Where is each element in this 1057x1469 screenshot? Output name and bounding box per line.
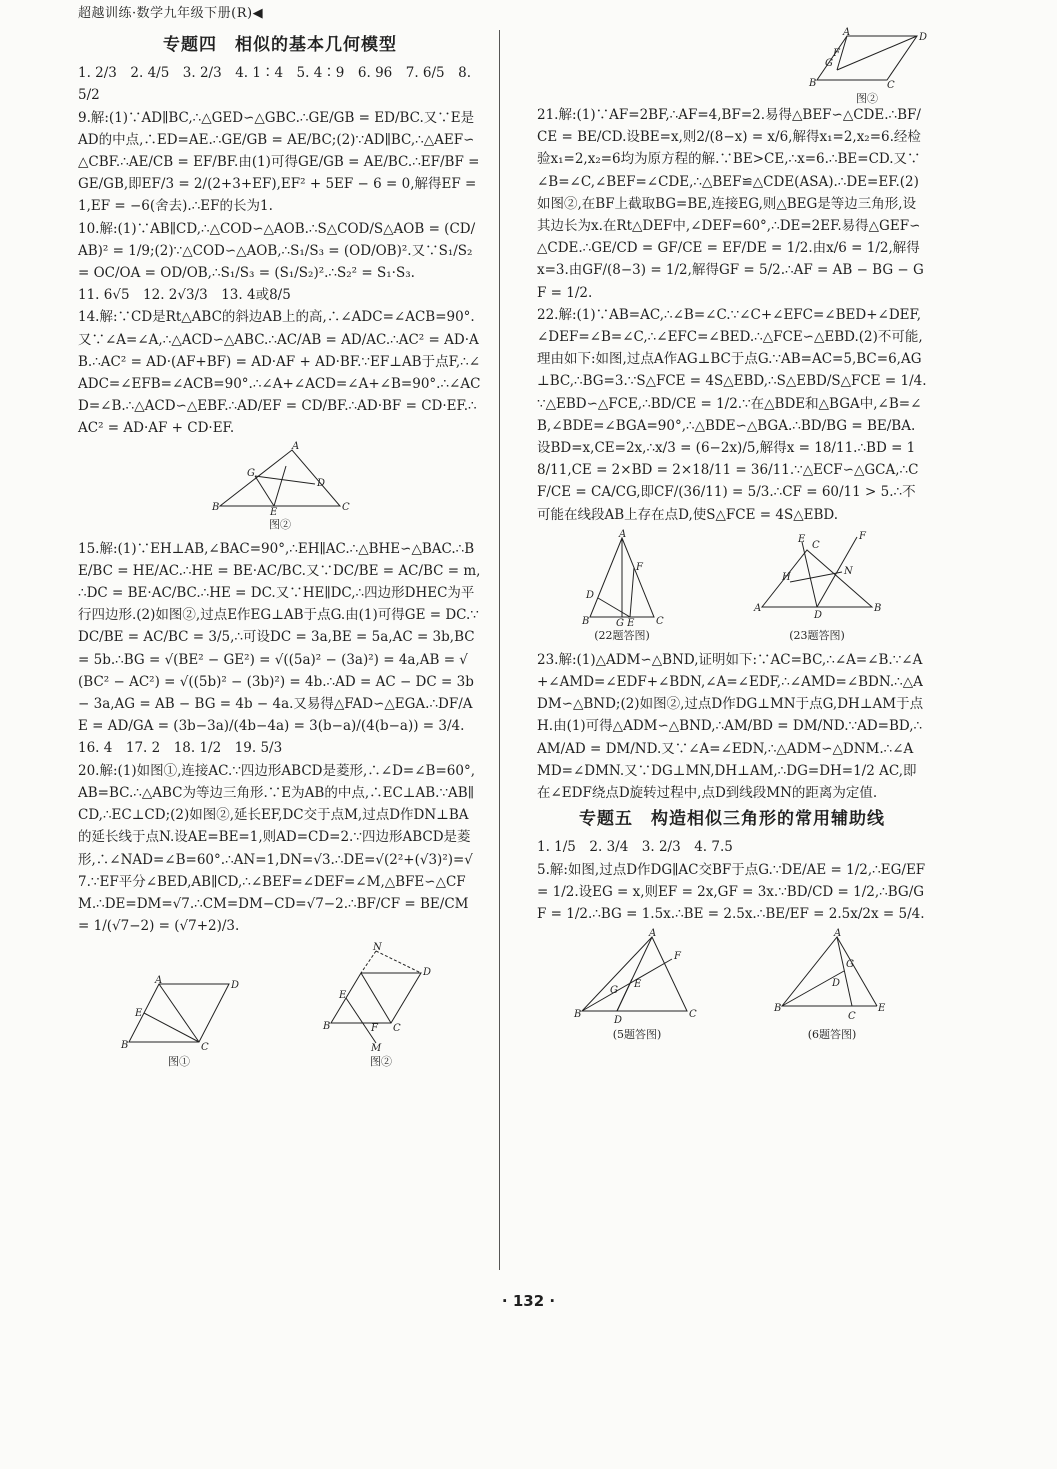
- figure-23-caption: (23题答图): [789, 628, 845, 642]
- svg-text:A: A: [155, 975, 163, 987]
- figure-21-label: 图②: [856, 92, 878, 105]
- svg-text:D: D: [614, 1015, 623, 1027]
- figure-6-caption: (6题答图): [807, 1028, 857, 1042]
- figure-20b-drawing: [321, 943, 441, 1053]
- solution-14: 14.解:∵CD是Rt△ABC的斜边AB上的高,∴∠ADC=∠ACB=90°.又∵∠A=∠A,∴△ACD∽△ABC.∴AC/AB = AD/AC.∴AC² = AD·AB.∴AC² = AD·(AF+BF) = AD·AF + AD·BF.∵EF⊥AB于点F,∴∠ADC=∠EFB=∠ACB=90°.∴∠A+∠ACD=∠A+∠B=90°.∴∠ACD=∠B.∴△ACD∽△EBF.∴AD/EF = CD/BF.∴AD·BF = CD·EF.∴AC² = AD·AF + CD·EF.: [78, 309, 481, 437]
- svg-text:D: D: [317, 477, 326, 489]
- figure-6-drawing: [772, 928, 892, 1026]
- svg-text:G E: G E: [616, 617, 635, 629]
- figure-20a: [119, 975, 240, 1069]
- svg-text:F: F: [859, 530, 866, 542]
- svg-text:C: C: [689, 1009, 697, 1021]
- svg-text:D: D: [423, 967, 432, 979]
- solution-21: 21.解:(1)∵AF=2BF,∴AF=4,BF=2.易得△BEF∽△CDE.∴BF/CE = BE/CD.设BE=x,则2/(8−x) = x/6,解得x₁=2,x₂=6.经检验x₁=2,x₂=6均为原方程的解.∵BE>CE,∴x=6.∴BE=CD.又∵∠B=∠C,∠BEF=∠CDE,∴△BEF≌△CDE(ASA).∴DE=EF.(2)如图②,在BF上截取BG=BE,连接EG,则△BEG是等边三角形,设其边长为x.在Rt△DEF中,∠DEF=60°,∴DE=2EF.易得△GEF∽△CDE.∴GE/CD = GF/CE = EF/DE = 1/2.由x/6 = 1/2,解得x=3.由GF/(8−3) = 1/2,解得GF = 5/2.∴AF = AB − BG − GF = 1/2.: [537, 107, 924, 301]
- svg-text:B: B: [323, 1021, 331, 1033]
- solution-20: 20.解:(1)如图①,连接AC.∵四边形ABCD是菱形,∴∠D=∠B=60°,AB=BC.∴△ABC为等边三角形.∵E为AB的中点,∴EC⊥AB.∵AB∥CD,∴EC⊥CD;(2)如图②,延长EF,DC交于点M,过点D作DN⊥BA的延长线于点N.设AE=BE=1,则AD=CD=2.∵四边形ABCD是菱形,∴∠NAD=∠B=60°.∴AN=1,DN=√3.∴DE=√(2²+(√3)²)=√7.∵EF平分∠BED,AB∥CD,∴∠BEF=∠DEF=∠M,△BFE∽△CFM.∴DE=DM=√7.∴CM=DM−CD=√7−2.∴BF/CF = BE/CM = 1/(√7−2) = (√7+2)/3.: [78, 762, 475, 935]
- svg-text:H: H: [782, 571, 791, 583]
- figure-5: [572, 928, 702, 1042]
- figure-23: [752, 532, 882, 643]
- figure-22-23-row: [537, 528, 927, 643]
- svg-text:D: D: [832, 978, 841, 990]
- figure-21-row: [537, 27, 928, 106]
- svg-text:E: E: [339, 990, 347, 1002]
- svg-text:B: B: [809, 78, 817, 89]
- svg-text:B: B: [121, 1040, 129, 1052]
- figure-15: [210, 440, 350, 532]
- svg-text:N: N: [373, 942, 382, 954]
- svg-text:G: G: [610, 985, 618, 997]
- figure-20-row: [78, 943, 482, 1069]
- svg-text:A: A: [619, 528, 627, 540]
- svg-text:B: B: [212, 501, 220, 513]
- svg-text:G: G: [247, 467, 255, 479]
- answers-11-13: 11. 6√5 12. 2√3/3 13. 4或8/5: [78, 287, 291, 304]
- figure-15-label: 图②: [269, 517, 291, 531]
- figure-22-drawing: [582, 528, 664, 629]
- svg-text:C: C: [201, 1042, 209, 1054]
- figure-15-drawing: [210, 440, 350, 518]
- answers-16-19: 16. 4 17. 2 18. 1/2 19. 5/3: [78, 740, 283, 757]
- answers-1-8: 1. 2/3 2. 4/5 3. 2/3 4. 1∶4 5. 4∶9 6. 96 7. 6/5 8. 5/2: [78, 65, 472, 104]
- figure-20b-label: 图②: [370, 1055, 392, 1069]
- svg-text:D: D: [814, 609, 823, 621]
- figure-20b: [321, 943, 441, 1069]
- figure-5-6-row: [537, 928, 927, 1042]
- figure-15-row: [78, 440, 482, 532]
- figure-20a-label: 图①: [168, 1055, 190, 1069]
- svg-text:F: F: [833, 48, 840, 59]
- section-title-4: 专题四 相似的基本几何模型: [163, 35, 397, 55]
- svg-text:D: D: [586, 589, 595, 601]
- svg-text:M: M: [371, 1043, 382, 1055]
- solution-9: 9.解:(1)∵AD∥BC,∴△GED∽△GBC.∴GE/GB = ED/BC.又∵E是AD的中点,∴ED=AE.∴GE/GB = AE/BC;(2)∵AD∥BC,∴△AEF∽△CBF.∴AE/CB = EF/BF.由(1)可得GE/GB = AE/BC.∴EF/BF = GE/GB,即EF/3 = 2/(2+3+EF),EF² + 5EF − 6 = 0,解得EF = 1,EF = −6(舍去).∴EF的长为1.: [78, 109, 480, 215]
- svg-text:N: N: [844, 565, 853, 577]
- svg-text:B: B: [574, 1009, 582, 1021]
- figure-5-caption: (5题答图): [612, 1028, 662, 1042]
- svg-text:E: E: [135, 1008, 143, 1020]
- figure-20a-drawing: [119, 975, 240, 1054]
- svg-text:C: C: [342, 501, 350, 513]
- svg-text:F: F: [371, 1023, 378, 1035]
- solution-23: 23.解:(1)△ADM∽△BND,证明如下:∵AC=BC,∴∠A=∠B.∵∠A+∠AMD=∠EDF+∠BDN,∠A=∠EDF,∴∠AMD=∠BDN.∴△ADM∽△BND;(2)如图②,过点D作DG⊥MN于点G,DH⊥AM于点H.由(1)可得△ADM∽△BND,∴AM/BD = DM/ND.∵AD=BD,∴AM/AD = DM/ND.又∵∠A=∠EDN,∴△ADM∽△DNM.∴∠AMD=∠DMN.又∵DG⊥MN,DH⊥AM,∴DG=DH=1/2 AC,即在∠EDF绕点D旋转过程中,点D到线段MN的距离为定值.: [537, 651, 924, 802]
- svg-text:E: E: [270, 506, 278, 518]
- svg-text:G: G: [825, 58, 833, 69]
- svg-text:B: B: [774, 1003, 782, 1015]
- figure-21-drawing: [807, 27, 928, 91]
- page-number: · 132 ·: [501, 1292, 556, 1310]
- svg-text:E: E: [878, 1003, 886, 1015]
- svg-text:E: E: [798, 533, 806, 545]
- svg-text:A: A: [649, 928, 657, 940]
- answers-5-1-4: 1. 1/5 2. 3/4 3. 2/3 4. 7.5: [537, 839, 733, 856]
- svg-text:B: B: [874, 602, 882, 614]
- solution-22: 22.解:(1)∵AB=AC,∴∠B=∠C.∵∠C+∠EFC=∠BED+∠DEF,∠DEF=∠B=∠C,∴∠EFC=∠BED.∴△FCE∽△EBD.(2)不可能,理由如下:如图,过点A作AG⊥BC于点G.∵AB=AC=5,BC=6,AG⊥BC,∴BG=3.∵S△FCE = 4S△EBD,∴S△EBD/S△FCE = 1/4.∵△EBD∽△FCE,∴BD/CE = 1/2.∵在△BDE和△BGA中,∠B=∠B,∠BDE=∠BGA=90°,∴△BDE∽△BGA.∴BD/BG = BE/BA.设BD=x,CE=2x,∴x/3 = (6−2x)/5,解得x = 18/11.∴BD = 18/11,CE = 2×BD = 2×18/11 = 36/11.∵△ECF∽△GCA,∴CF/CE = CA/CG,即CF/(36/11) = 5/3.∴CF = 60/11 > 5.∴不可能在线段AB上存在点D,使S△FCE = 4S△EBD.: [537, 306, 927, 523]
- svg-text:D: D: [919, 32, 928, 43]
- figure-22: [582, 528, 664, 643]
- figure-22-caption: (22题答图): [594, 628, 650, 642]
- svg-text:B: B: [582, 615, 590, 627]
- svg-text:E: E: [634, 979, 642, 991]
- column-divider: [499, 30, 500, 1270]
- svg-text:C: C: [848, 1011, 856, 1023]
- svg-text:A: A: [754, 602, 762, 614]
- figure-23-drawing: [752, 532, 882, 627]
- svg-text:A: A: [834, 928, 842, 940]
- left-column: [78, 30, 482, 1075]
- solution-15: 15.解:(1)∵EH⊥AB,∠BAC=90°,∴EH∥AC.∴△BHE∽△BAC.∴BE/BC = HE/AC.∴HE = BE·AC/BC.又∵DC/BE = AC/BC = m,∴DC = BE·AC/BC.∴HE = DC.又∵HE∥DC,∴四边形DHEC为平行四边形.(2)如图②,过点E作EG⊥AB于点G.由(1)可得GE = DC.∵DC/BE = AC/BC = 3/5,∴可设DC = 3a,BE = 5a,AC = 3b,BC = 5b.∴BG = √(BE² − GE²) = √((5a)² − (3a)²) = 4a,AB = √(BC² − AC²) = √((5b)² − (3b)²) = 4b.∴AD = AC − DC = 3b − 3a,AG = AB − BG = 4b − 4a.又易得△FAD∽△EGA.∴DF/AE = AD/GA = (3b−3a)/(4b−4a) = 3(b−a)/(4(b−a)) = 3/4.: [78, 540, 481, 735]
- figure-21: [807, 27, 928, 106]
- section-title-5: 专题五 构造相似三角形的常用辅助线: [579, 809, 885, 830]
- svg-text:C: C: [656, 615, 664, 627]
- right-column: [537, 27, 928, 1048]
- figure-5-drawing: [572, 928, 702, 1027]
- figure-6: [772, 928, 892, 1042]
- running-header: 超越训练·数学九年级下册(R)◀: [78, 6, 264, 21]
- svg-text:C: C: [812, 539, 820, 551]
- svg-text:C: C: [887, 80, 895, 91]
- svg-text:F: F: [674, 951, 681, 963]
- solution-10: 10.解:(1)∵AB∥CD,∴△COD∽△AOB.∴S△COD/S△AOB = (CD/AB)² = 1/9;(2)∵△COD∽△AOB,∴S₁/S₃ = (OD/OB)².又∵S₁/S₂ = OC/OA = OD/OB,∴S₁/S₃ = (S₁/S₂)².∴S₂² = S₁·S₃.: [78, 220, 476, 282]
- svg-text:A: A: [292, 440, 300, 452]
- svg-text:D: D: [231, 980, 240, 992]
- svg-text:G: G: [846, 959, 854, 971]
- solution-5-5: 5.解:如图,过点D作DG∥AC交BF于点G.∵DE/AE = 1/2,∴EG/EF = 1/2.设EG = x,则EF = 2x,GF = 3x.∵BD/CD = 1/2,∴BG/GF = 1/2.∴BG = 1.5x.∴BE = 2.5x.∴BE/EF = 2.5x/2x = 5/4.: [537, 861, 926, 923]
- svg-text:A: A: [843, 27, 851, 38]
- svg-text:F: F: [636, 561, 643, 573]
- svg-text:C: C: [393, 1023, 401, 1035]
